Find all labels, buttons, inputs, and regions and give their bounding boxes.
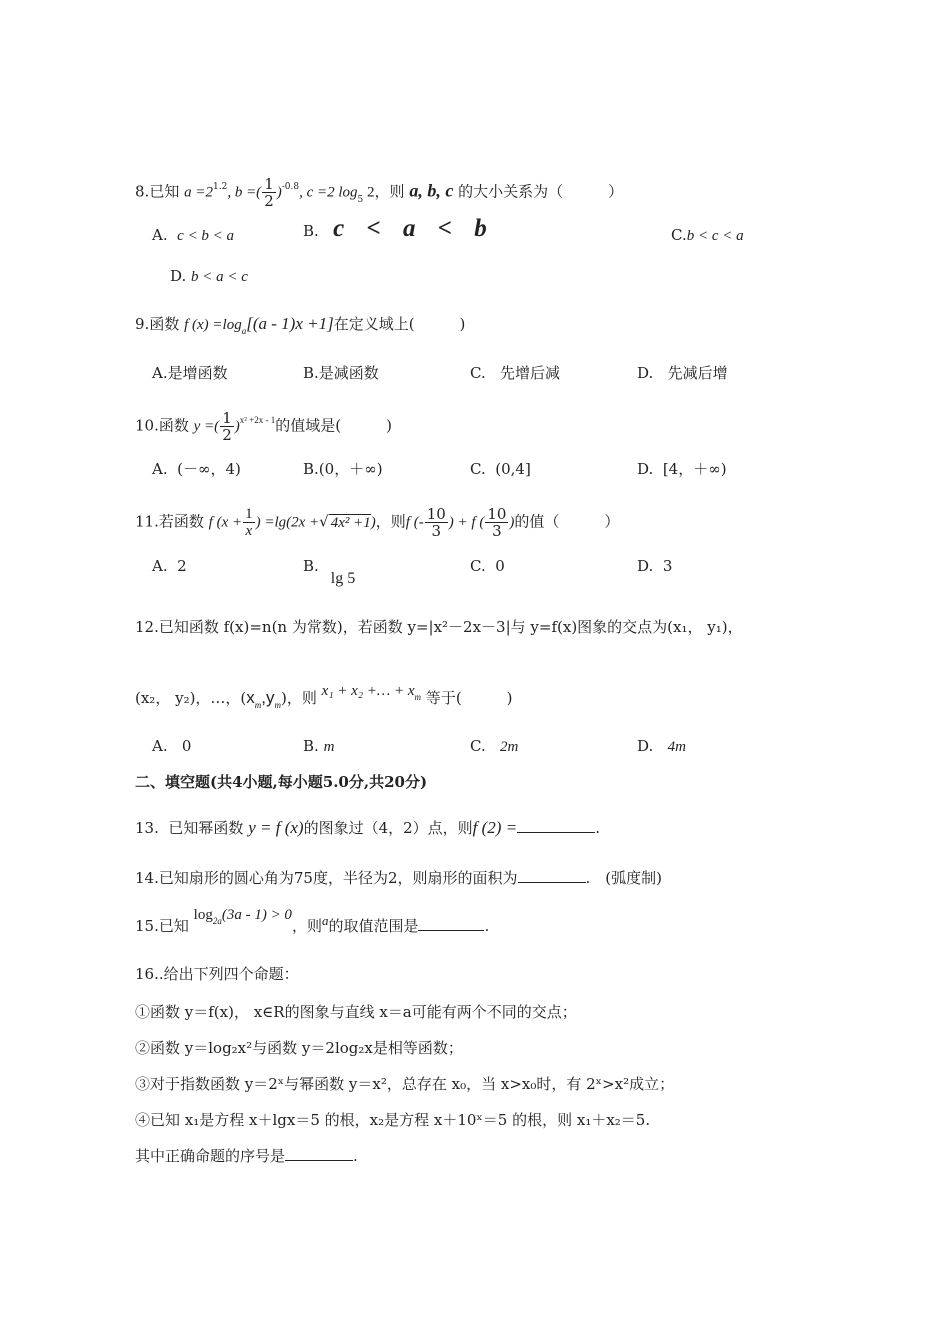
q15-post-text: 的取值范围是	[328, 917, 419, 935]
q16-item-1: ①函数 y＝f(x)， x∈R的图象与直线 x＝a可能有两个不同的交点；	[135, 1003, 577, 1021]
q11-ten-thirds-b: $\frac{10}{3}$	[487, 505, 507, 540]
q13-post: .	[595, 819, 600, 837]
q11-plus-f: ) + f (	[448, 514, 485, 531]
q8-stem	[135, 176, 623, 209]
option-text: (0,4]	[495, 460, 531, 478]
q9-stem	[135, 314, 465, 336]
q10-half-fraction: $\frac{1}{2}$	[222, 409, 232, 444]
q10-stem-pre: 函数	[158, 416, 189, 435]
q11-close: )	[509, 514, 515, 531]
q8-option-d[interactable]	[170, 266, 248, 287]
q11-inv-x-fraction: $\frac{1}{x}$	[245, 506, 253, 539]
option-label: A.	[152, 226, 168, 244]
q8-stem-pre: 已知	[149, 182, 180, 201]
q12-stem-line2	[135, 683, 513, 710]
option-text: 2	[177, 557, 187, 575]
option-text: 是减函数	[318, 364, 379, 382]
option-text: m	[323, 739, 335, 755]
option-text: lg 5	[330, 570, 356, 587]
q10-number: 10.	[135, 416, 159, 435]
option-label: B.	[303, 364, 319, 382]
q8-log-base: 5	[357, 194, 364, 205]
q11-stem-mid: ，则	[375, 512, 406, 531]
q15-pre: 已知	[158, 917, 189, 935]
q11-rhs: ) =lg(2x +	[255, 514, 320, 531]
option-text: 0	[495, 557, 505, 575]
q14-answer-blank[interactable]	[518, 868, 586, 883]
q9-number: 9.	[135, 315, 150, 333]
q9-option-a[interactable]	[152, 363, 228, 383]
option-text: 先增后减	[500, 364, 561, 382]
q9-argument: [(a - 1)x +1]	[246, 314, 334, 333]
option-text: b < a < c	[191, 269, 248, 285]
option-text: c < a < b	[333, 215, 495, 242]
q15-log-expression: $\log_{2a}(3a - 1) > 0$	[193, 907, 292, 926]
section-title: 二、填空题(共4小题,每小题5.0分,共20分)	[135, 773, 428, 791]
q12-sum: x₁ + x₂ +… + $x_m$	[321, 683, 422, 702]
option-label: D.	[637, 364, 654, 382]
q12-ym: ,y	[261, 688, 275, 707]
option-label: A.	[152, 364, 168, 382]
q14-stem	[135, 868, 662, 888]
q11-sqrt-content: 4x² +1	[330, 514, 371, 531]
q8-def-c-arg: 2	[363, 184, 375, 201]
q12-option-d[interactable]	[637, 736, 686, 757]
q9-log-base: a	[241, 326, 247, 336]
q9-stem-pre: 函数	[149, 315, 180, 333]
option-label: D.	[637, 460, 654, 478]
q15-stem	[135, 907, 490, 938]
option-text: b < c < a	[686, 228, 744, 244]
option-label: C.	[470, 460, 486, 478]
option-text: 0	[181, 737, 192, 755]
option-label: D.	[637, 557, 654, 575]
q12-option-c[interactable]	[470, 736, 518, 757]
q13-answer-blank[interactable]	[517, 818, 595, 833]
q10-option-a[interactable]	[152, 459, 241, 479]
q11-option-c[interactable]	[470, 556, 505, 576]
q13-function: y = f (x)	[248, 818, 304, 837]
q10-stem	[135, 410, 392, 443]
q9-option-b[interactable]	[303, 363, 379, 383]
q8-stem-mid: ，则	[374, 182, 405, 201]
q9-option-c[interactable]	[470, 363, 560, 383]
q9-function: f (x) =log	[184, 317, 242, 333]
q11-option-d[interactable]	[637, 556, 672, 576]
option-label: A.	[152, 737, 168, 755]
q12-line2-pre: (x₂， y₂)，…，(	[135, 689, 247, 707]
q8-vars: a, b, c	[409, 180, 454, 201]
q8-def-b: , b =(	[227, 184, 262, 201]
option-label: C.	[470, 364, 486, 382]
option-label: C.	[470, 737, 486, 755]
q8-half-fraction: $\frac{1}{2}$	[264, 175, 274, 210]
option-label: B.	[303, 557, 319, 575]
q16-post: .	[353, 1147, 358, 1165]
option-text: c < b < a	[177, 228, 235, 244]
q8-number: 8.	[135, 182, 150, 201]
option-label: C.	[470, 557, 486, 575]
q8-exp-b: -0.8	[281, 181, 300, 192]
q12-option-a[interactable]	[152, 736, 191, 756]
q14-number: 14.	[135, 869, 159, 887]
option-label: B.	[303, 222, 319, 240]
q13-f2: f (2) =	[472, 818, 518, 837]
q11-stem-pre: 若函数	[158, 512, 204, 531]
q12-line2-mid: )，则	[281, 689, 317, 707]
q10-exponent: x² +2x - 1	[239, 414, 276, 425]
q15-number: 15.	[135, 917, 159, 935]
option-label: C.	[671, 226, 687, 244]
q14-post: . (弧度制)	[585, 869, 662, 887]
q12-number: 12.	[135, 618, 159, 636]
q12-line2-post: 等于( )	[425, 689, 513, 707]
option-label: A.	[152, 460, 168, 478]
q10-option-c[interactable]	[470, 459, 531, 479]
q11-option-a[interactable]	[152, 556, 187, 576]
q16-conclusion	[135, 1146, 358, 1166]
q11-ten-thirds-a: $\frac{10}{3}$	[426, 505, 446, 540]
q15-answer-blank[interactable]	[418, 916, 484, 931]
q15-post: .	[484, 917, 490, 935]
q13-number: 13.	[135, 819, 159, 837]
q8-exp-a: 1.2	[212, 181, 228, 192]
q12-option-b[interactable]	[303, 736, 334, 757]
q16-number: 16..	[135, 965, 164, 983]
option-label: B.	[303, 737, 319, 755]
option-label: B.	[303, 460, 319, 478]
q10-option-b[interactable]	[303, 459, 383, 479]
q14-text: 已知扇形的圆心角为75度，半径为2，则扇形的面积为	[158, 869, 518, 887]
q9-option-d[interactable]	[637, 363, 728, 383]
q16-item-2: ②函数 y＝log₂x²与函数 y＝2log₂x是相等函数；	[135, 1039, 463, 1057]
option-text: (－∞，4)	[177, 460, 241, 478]
q12-line1-text: 已知函数 f(x)=n(n 为常数)，若函数 y=|x²－2x－3|与 y=f(x)图象的交点为(x₁， y₁)，	[158, 618, 743, 636]
q8-def-c: , c =2 log	[299, 184, 358, 201]
q16-intro-text: 给出下列四个命题：	[163, 965, 299, 983]
q11-stem-post: 的值（ ）	[514, 512, 620, 531]
option-text: 先减后增	[667, 364, 728, 382]
q12-xm: x	[246, 688, 255, 707]
option-text: (0，＋∞)	[318, 460, 383, 478]
q16-conclusion-text: 其中正确命题的序号是	[135, 1147, 286, 1165]
q8-stem-post: 的大小关系为（ ）	[458, 182, 624, 201]
q12-sub-m: m	[254, 700, 262, 710]
q16-intro	[135, 964, 299, 984]
option-label: A.	[152, 557, 168, 575]
q11-f-neg: f (-	[405, 514, 424, 531]
q8-option-c[interactable]	[671, 225, 744, 246]
q10-function: y =(	[193, 418, 220, 435]
q12-stem-line1	[135, 617, 743, 637]
q9-stem-post: 在定义域上( )	[333, 315, 466, 333]
sqrt-icon: √	[319, 512, 329, 531]
q15-mid: ，则	[291, 917, 322, 935]
q11-number: 11.	[135, 512, 159, 531]
option-text: 3	[662, 557, 673, 575]
q10-stem-post: 的值域是( )	[275, 416, 392, 435]
q12-sub-m2: m	[274, 700, 282, 710]
q8-paren: )	[276, 184, 282, 201]
q16-item-3: ③对于指数函数 y＝2ˣ与幂函数 y＝x²，总存在 x₀，当 x>x₀时，有 2ˣ>x²成立；	[135, 1075, 675, 1093]
q8-def-a: a =2	[184, 184, 213, 201]
option-text: 2m	[500, 739, 519, 755]
q11-option-b[interactable]	[303, 556, 356, 587]
q11-rhs-close: )	[370, 514, 376, 531]
q15-var: a	[321, 913, 329, 928]
option-label: D.	[170, 267, 187, 285]
q10-paren: )	[234, 418, 240, 435]
q8-option-b[interactable]	[303, 215, 495, 242]
q16-answer-blank[interactable]	[285, 1146, 353, 1161]
q8-option-a[interactable]	[152, 225, 234, 246]
q16-item-4: ④已知 x₁是方程 x＋lgx＝5 的根，x₂是方程 x＋10ˣ＝5 的根，则 x₁＋x₂＝5.	[135, 1111, 651, 1129]
q13-pre: 已知幂函数	[168, 819, 244, 837]
q13-stem	[135, 818, 600, 838]
q11-lhs: f (x +	[208, 514, 243, 531]
option-text: 4m	[667, 739, 686, 755]
q10-option-d[interactable]	[637, 459, 727, 479]
q13-mid: 的图象过（4，2）点，则	[303, 819, 473, 837]
q11-stem	[135, 506, 619, 539]
option-label: D.	[637, 737, 654, 755]
option-text: [4，＋∞)	[662, 460, 727, 478]
option-text: 是增函数	[167, 364, 228, 382]
